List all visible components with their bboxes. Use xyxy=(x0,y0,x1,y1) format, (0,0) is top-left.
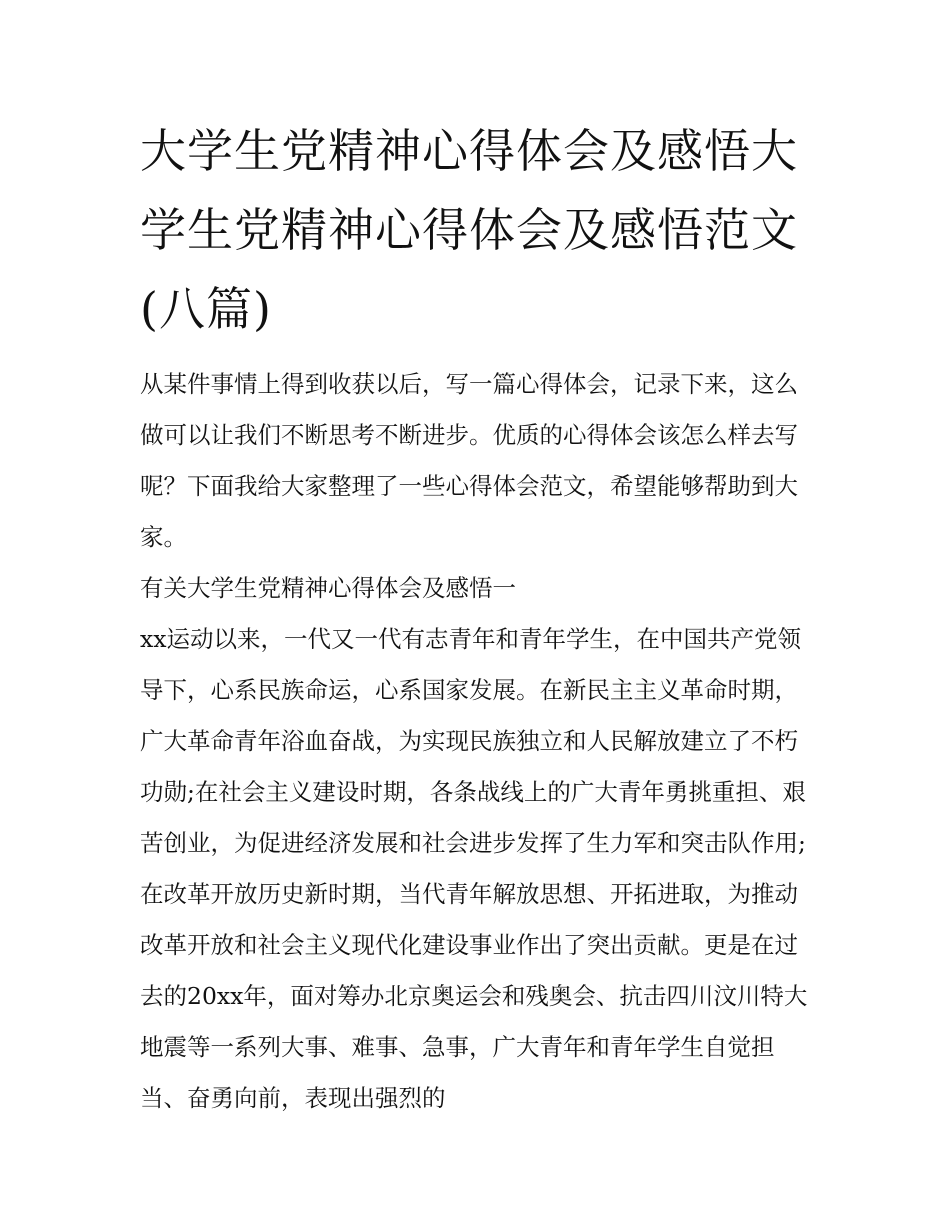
intro-paragraph: 从某件事情上得到收获以后，写一篇心得体会，记录下来，这么做可以让我们不断思考不断进步。优质的心得体会该怎么样去写呢？下面我给大家整理了一些心得体会范文，希望能够帮助到大家。 xyxy=(140,370,798,551)
section-paragraph: xx运动以来，一代又一代有志青年和青年学生，在中国共产党领导下，心系民族命运，心系国家发展。在新民主主义革命时期，广大革命青年浴血奋战，为实现民族独立和人民解放建立了不朽功勋;在社会主义建设时期，各条战线上的广大青年勇挑重担、艰苦创业，为促进经济发展和社会进步发挥了生力军和突击队作用;在改革开放历史新时期，当代青年解放思想、开拓进取，为推动改革开放和社会主义现代化建设事业作出了突出贡献。更是在过去的20xx年，面对筹办北京奥运会和残奥会、抗击四川汶川特大地震等一系列大事、难事、急事，广大青年和青年学生自觉担当、奋勇向前，表现出强烈的 xyxy=(140,625,808,1112)
section-heading: 有关大学生党精神心得体会及感悟一 xyxy=(140,574,516,602)
document-content xyxy=(140,112,812,1124)
document-title: 大学生党精神心得体会及感悟大学生党精神心得体会及感悟范文(八篇) xyxy=(140,124,798,336)
